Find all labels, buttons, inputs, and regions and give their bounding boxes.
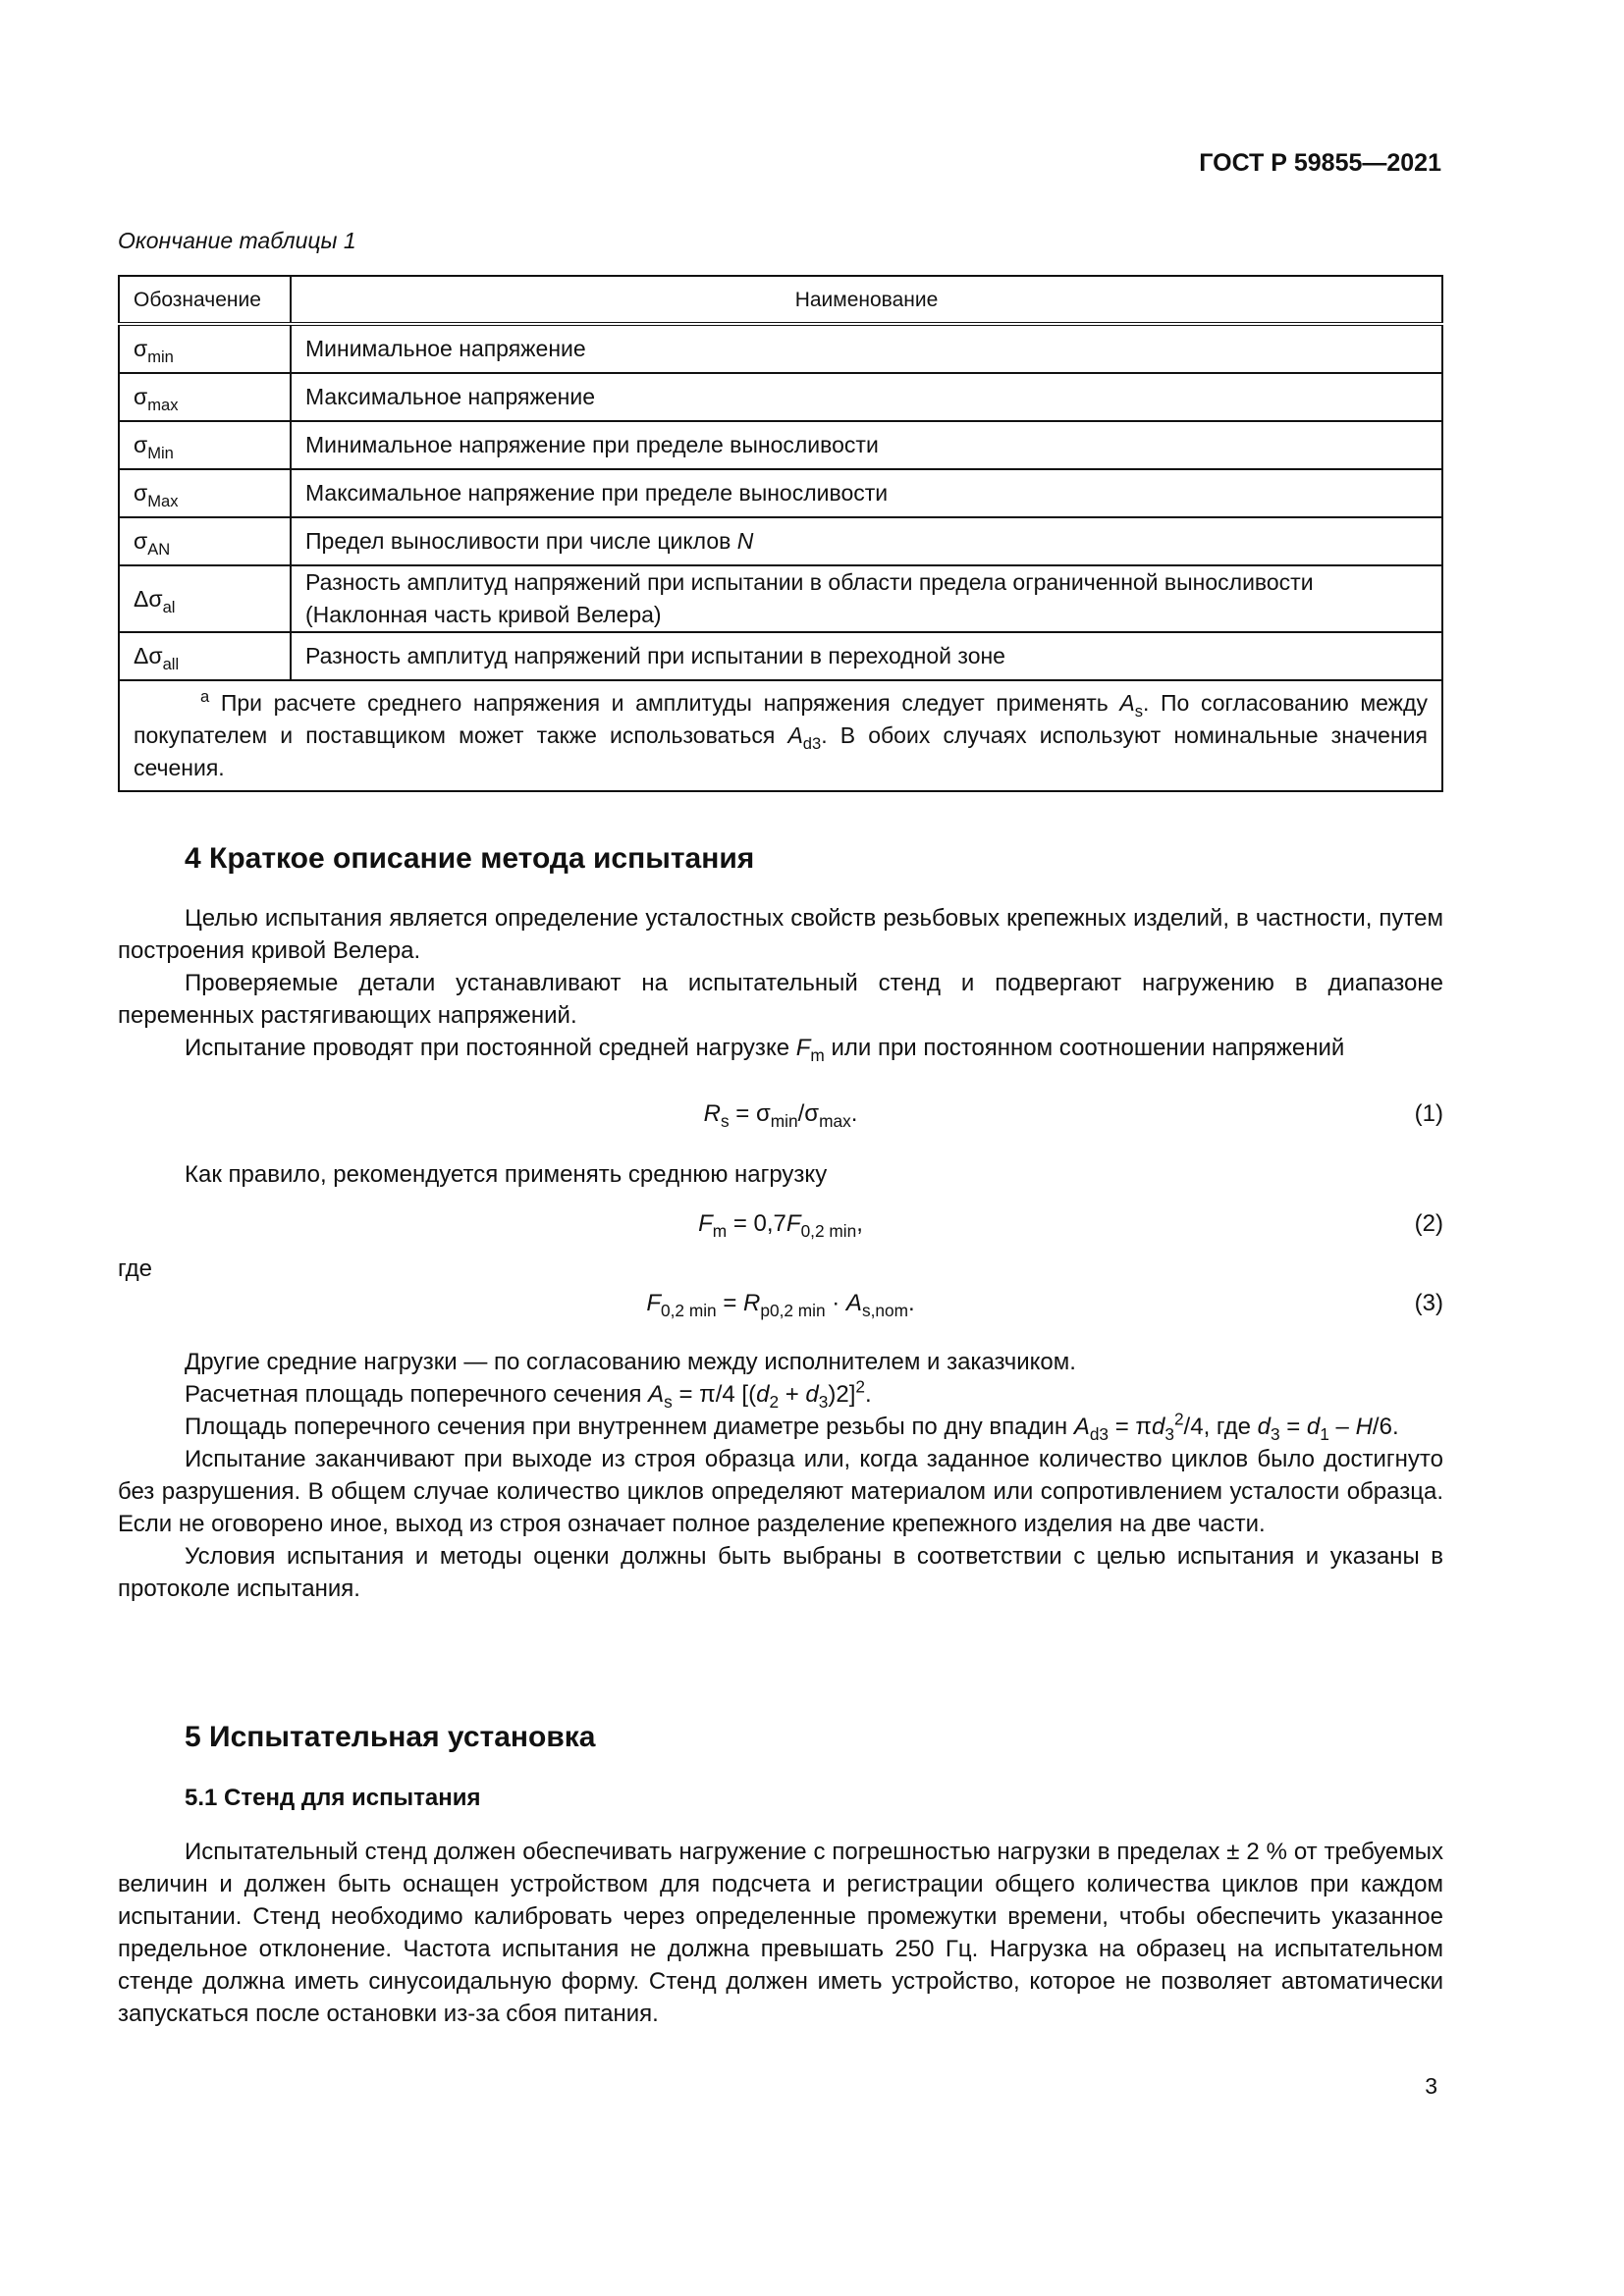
text-run: Испытание заканчивают при выходе из строя образца или, когда заданное количество циклов было достигнуто без разрушения. В общем случае количество циклов определяют материалом или сопротивлением усталости образца. Если не оговорено иное, выход из строя означает полное разделение крепежного изделия на две части. [118,1446,1443,1537]
name-cell [291,324,1442,373]
formula-1 [118,1100,1443,1140]
section-5-body [118,1836,1443,2030]
subscript: d3 [1089,1424,1110,1445]
italic-symbol: A [1073,1414,1090,1440]
text-run: = σ [729,1100,771,1127]
section-4-body-a [118,902,1443,1064]
subscript: 3 [818,1392,829,1413]
subscript: max [147,395,179,414]
italic-symbol: d [756,1381,770,1408]
italic-symbol: R [743,1290,761,1316]
italic-symbol: F [785,1210,801,1237]
paragraph [118,1443,1443,1540]
text-run: + [779,1381,806,1408]
table-row [119,373,1442,421]
table-continuation-caption: Окончание таблицы 1 [118,228,356,253]
text-run: Максимальное напряжение [305,384,596,409]
formula-number: (3) [1414,1290,1443,1316]
symbol-cell [119,324,291,373]
symbol-cell [119,565,291,632]
paragraph [118,1378,1443,1411]
name-cell [291,469,1442,517]
text-run: Минимальное напряжение [305,336,586,361]
superscript: a [200,686,210,706]
section-4-body-c [118,1346,1443,1605]
italic-symbol: d [1151,1414,1165,1440]
subscript: all [162,654,180,673]
text-run: Предел выносливости при числе циклов [305,528,737,554]
paragraph [118,1158,1443,1191]
text-run: Площадь поперечного сечения при внутреннем диаметре резьбы по дну впадин [185,1414,1074,1440]
text-run: Испытательный стенд должен обеспечивать нагружение с погрешностью нагрузки в пределах ± 2 % от требуемых величин и должен быть оснащен устройством для подсчета и регистрации общего количества циклов при каждом испытании. Стенд необходимо калибровать через определенные промежутки времени, чтобы обеспечить указанное предельное отклонение. Частота испытания не должна превышать 250 Гц. Нагрузка на образец на испытательном стенде должна иметь синусоидальную форму. Стенд должен иметь устройство, которое не позволяет автоматически запускаться после остановки из-за сбоя питания. [118,1839,1443,2027]
text-run: σ [134,480,148,506]
italic-symbol: d [1257,1414,1271,1440]
text-run: )2] [828,1381,856,1408]
table-footnote-row [119,680,1442,791]
text-run: Максимальное напряжение при пределе выносливости [305,480,889,506]
text-run: . [850,1100,858,1127]
subscript: p0,2 min [760,1301,826,1321]
italic-symbol: A [845,1290,862,1316]
italic-symbol: d [805,1381,819,1408]
symbol-cell [119,632,291,680]
subscript: d3 [802,733,822,753]
where-label-block [118,1253,1443,1285]
subsection-5-1-heading: 5.1 Стенд для испытания [185,1785,481,1811]
table-header-row [119,276,1442,324]
text-run: – [1328,1414,1356,1440]
column-header-symbol: Обозначение [119,276,291,324]
table-row [119,324,1442,373]
text-run: Разность амплитуд напряжений при испытании в области предела ограниченной выносливости (Наклонная часть кривой Велера) [305,569,1314,627]
text-run: . [865,1381,872,1408]
formula-expression [118,1210,1443,1242]
text-run: σ [134,384,148,409]
name-cell [291,565,1442,632]
table-row [119,632,1442,680]
paragraph [118,1540,1443,1605]
subscript: 2 [769,1392,780,1413]
text-run: · [825,1290,846,1316]
subscript: min [770,1111,798,1132]
symbol-cell [119,469,291,517]
subscript: Max [147,491,179,510]
where-label: где [118,1255,153,1282]
subscript: s [1134,701,1143,721]
symbol-cell [119,517,291,565]
subscript: max [819,1111,851,1132]
text-run: = [1279,1414,1307,1440]
text-run: Разность амплитуд напряжений при испытании в переходной зоне [305,643,1005,668]
italic-symbol: F [646,1290,662,1316]
formula-number: (1) [1414,1100,1443,1127]
formula-expression [118,1290,1443,1321]
formula-2 [118,1210,1443,1250]
text-run: Испытание проводят при постоянной средней нагрузке [185,1035,796,1061]
subscript: al [162,597,176,616]
symbol-cell [119,373,291,421]
text-run: /σ [797,1100,820,1127]
section-4-heading: 4 Краткое описание метода испытания [185,842,755,875]
subscript: 0,2 min [661,1301,717,1321]
italic-symbol: F [698,1210,713,1237]
table-row [119,517,1442,565]
name-cell [291,421,1442,469]
name-cell [291,517,1442,565]
text-run: Расчетная площадь поперечного сечения [185,1381,649,1408]
text-run: /6. [1372,1414,1399,1440]
formula-expression [118,1100,1443,1132]
text-run: Проверяемые детали устанавливают на испытательный стенд и подвергают нагружению в диапазоне переменных растягивающих напряжений. [118,970,1443,1029]
text-run: Минимальное напряжение при пределе выносливости [305,432,879,457]
document-id: ГОСТ Р 59855—2021 [1199,149,1441,177]
paragraph [118,1836,1443,2030]
subscript: 3 [1270,1424,1280,1445]
text-run: = 0,7 [727,1210,786,1237]
text-run: = [716,1290,744,1316]
subscript: s [720,1111,730,1132]
italic-symbol: H [1355,1414,1373,1440]
symbol-cell [119,421,291,469]
subscript: s [664,1392,673,1413]
text-run: Как правило, рекомендуется применять среднюю нагрузку [185,1161,828,1188]
section-4-body-b [118,1158,1443,1191]
text-run: σ [134,432,148,457]
text-run: Другие средние нагрузки — по согласованию между исполнителем и заказчиком. [185,1349,1076,1375]
italic-symbol: N [736,528,754,554]
table-row [119,565,1442,632]
text-run: /4, где [1183,1414,1258,1440]
name-cell [291,632,1442,680]
symbols-table [118,275,1443,792]
text-run: Δσ [134,585,163,612]
text-run: σ [134,336,148,361]
formula-3 [118,1290,1443,1329]
text-run: = π/4 [( [672,1381,757,1408]
italic-symbol: A [648,1381,665,1408]
paragraph [118,967,1443,1032]
text-run: Условия испытания и методы оценки должны быть выбраны в соответствии с целью испытания и указаны в протоколе испытания. [118,1543,1443,1602]
paragraph [118,902,1443,967]
text-run: Целью испытания является определение усталостных свойств резьбовых крепежных изделий, в частности, путем построения кривой Велера. [118,905,1443,964]
formula-number: (2) [1414,1210,1443,1237]
subscript: 3 [1164,1424,1174,1445]
subscript: AN [147,539,171,559]
text-run: σ [134,528,148,554]
text-run: . По согласованию между покупателем и поставщиком может также использоваться [134,690,1428,748]
text-run: Δσ [134,643,163,668]
text-run: = π [1109,1414,1152,1440]
text-run: . В обоих случаях используют номинальные значения сечения. [134,722,1428,780]
subscript: 1 [1320,1424,1329,1445]
italic-symbol: A [1119,690,1135,716]
text-run: При расчете среднего напряжения и амплитуды напряжения следует применять [209,690,1120,716]
subscript: m [810,1045,825,1066]
italic-symbol: R [703,1100,721,1127]
subscript: m [712,1221,728,1242]
italic-symbol: d [1306,1414,1321,1440]
text-run: , [856,1210,863,1237]
column-header-name: Наименование [291,276,1442,324]
text-run: или при постоянном соотношении напряжений [824,1035,1345,1061]
page-number: 3 [1425,2073,1437,2099]
subscript: min [147,347,174,366]
superscript: 2 [1173,1409,1184,1429]
italic-symbol: A [787,722,803,748]
italic-symbol: F [795,1035,811,1061]
paragraph [118,1411,1443,1443]
paragraph [118,1032,1443,1064]
table-row [119,421,1442,469]
section-5-heading: 5 Испытательная установка [185,1721,596,1753]
text-run: . [907,1290,915,1316]
superscript: 2 [855,1376,865,1397]
subscript: s,nom [861,1301,908,1321]
table-footnote [119,680,1442,791]
paragraph [118,1346,1443,1378]
table-row [119,469,1442,517]
subscript: Min [147,443,174,462]
subscript: 0,2 min [800,1221,857,1242]
name-cell [291,373,1442,421]
